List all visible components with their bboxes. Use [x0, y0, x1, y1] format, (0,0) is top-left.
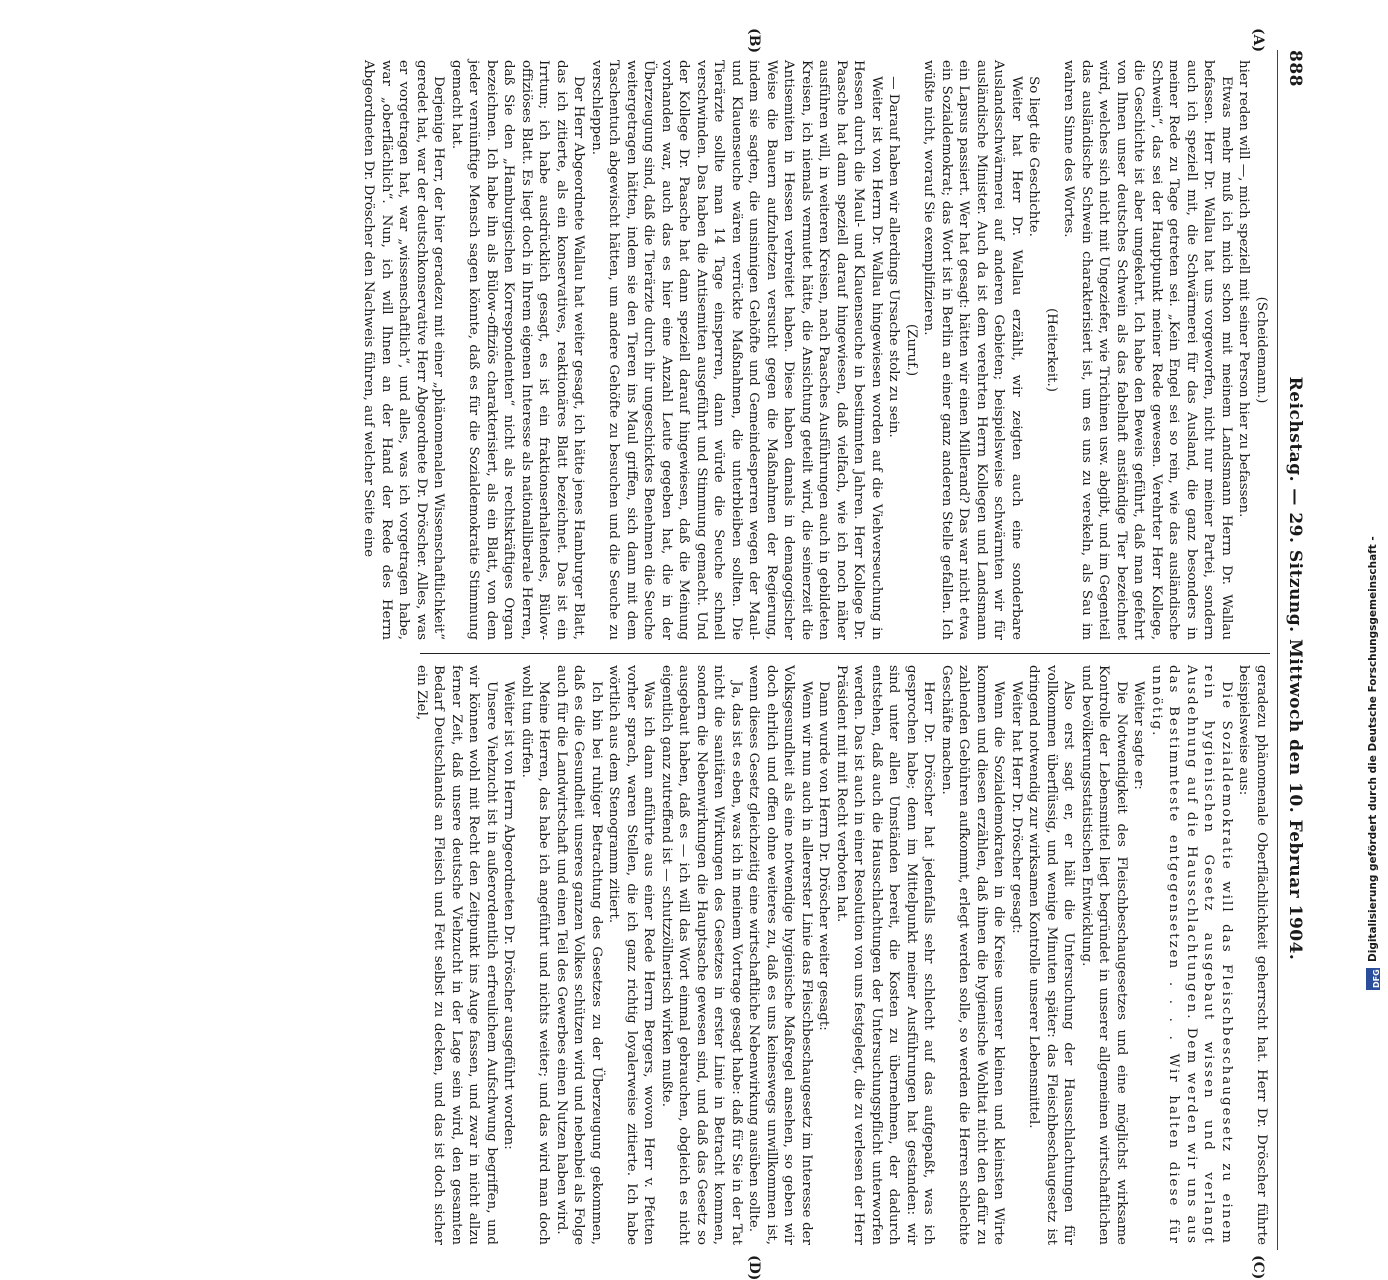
margin-marker-d: (D)	[746, 1255, 762, 1280]
page-number: 888	[1285, 50, 1305, 87]
paragraph: Herr Dr. Dröscher hat jedenfalls sehr schlecht auf das aufgepaßt, was ich gesprochen habe; denn im Mittelpunkt meiner Ausführungen hat gestanden: wir sind unter allen Umständen bereit, die Kosten zu übernehmen, der dadurch entstehen, daß auch die Hausschlachtungen der Untersuchungspflicht unterworfen werden. Das ist auch in einer Resolution von uns festgelegt, die zu verlesen der Herr Präsident mit mit Recht verboten hat.	[834, 665, 937, 1245]
paragraph: Also erst sagt er, er hält die Untersuchung der Hausschlachtungen für vollkommen überflüssig, und wenige Minuten später: das Fleischbeschaugesetz ist dringend notwendig zur wirksamen Kontrolle unserer Lebensmittel.	[1026, 665, 1077, 1245]
quote: Wenn die Sozialdemokraten in die Kreise unserer kleinen und kleinsten Wirte kommen und diesen erzählen, daß ihnen die hygienische Wohltat nicht den dafür zu zahlenden Gebühren aufkommt, erlegt werden solle, so werden die Herren schlechte Geschäfte machen.	[939, 665, 1007, 1245]
paragraph: Dann wurde von Herrn Dr. Dröscher weiter gesagt:	[816, 681, 832, 1031]
interjection: (Zuruf.)	[904, 323, 919, 377]
digitization-credit	[1365, 60, 1381, 990]
paragraph: Etwas mehr muß ich mich schon mit meinem Landsmann Herrn Dr. Wallau befassen. Herr Dr. Wallau hat uns vorgeworfen, nicht nur meiner Partei, sondern auch ich speziell mit, die Schwärmerei für das Ausland, die ganz besonders in meiner Rede zu Tage getreten sei. „Kein Engel sei so rein, wie das ausländische Schwein“, das sei der Hauptpunkt meiner Rede gewesen. Verehrter Herr Kollege, die Geschichte ist aber umgekehrt. Ich habe den Beweis geführt, daß man gefehrt von Ihnen unser deutsches Schwein als das fabelhaft anständige Tier bezeichnet wird, welches sich nicht mit Ungeziefer, wie Trichinen usw. abgibt, und im Gegenteil das ausländische Schwein charakterisiert ist, um es uns zu verekeln, als Sau im wahren Sinne des Wortes.	[1061, 60, 1234, 640]
quote: Wenn wir nun auch in allererster Linie das Fleischbeschaugesetz im Interesse der Volksgesundheit als eine notwendige hygienische Maßregel ansehen, so geben wir doch ehrlich und offen ohne weiteres zu, daß es uns keineswegs unwillkommen ist, wenn dieses Gesetz gleichzeitig eine wirtschaftliche Nebenwirkung ausüben sollte.	[746, 665, 814, 1245]
interjection: (Heiterkeit.)	[1044, 308, 1059, 392]
paragraph: Ja, das ist es eben, was ich in meinem Vortrage gesagt habe: daß für Sie in der Tat nicht die sanitären Wirkungen des Gesetzes in erster Linie in Betracht kommen, sondern die Nebenwirkungen die Hauptsache gewesen sind, und daß das Gesetz so ausgebaut haben, daß es — ich will das Wort einmal gebrauchen, obgleich es nicht eigentlich ganz zutreffend ist — schutzzöllnerisch wirken mußte.	[659, 665, 744, 1245]
paragraph: Was ich dann anführte aus einer Rede Herrn Bergers, wovon Herr v. Pfetten vorher sprach, waren Stellen, die ich ganz richtig loyalerweise zitierte. Ich habe wörtlich aus dem Stenogramm zitiert.	[606, 665, 657, 1245]
paragraph: Weiter hat Herr Dr. Dröscher gesagt:	[1009, 681, 1024, 934]
paragraph: — Darauf haben wir allerdings Ursache stolz zu sein.	[886, 76, 902, 438]
newspaper-page	[50, 28, 1310, 1280]
header-rule	[1277, 50, 1278, 1250]
quote: Unsere Viehzucht ist in außerordentlich erfreulichem Aufschwung begriffen, und wir können wohl mit Recht den Zeitpunkt ins Auge fassen, und zwar in nicht allzu ferner Zeit, daß unsere deutsche Viehzucht in der Lage sein wird, den gesamten Bedarf Deutschlands an Fleisch und Fett selbst zu decken, und das ist doch sicher ein Ziel,	[414, 665, 499, 1245]
margin-marker-b: (B)	[746, 28, 762, 54]
quote: Ich bin bei ruhiger Betrachtung des Gesetzes zu der Überzeugung gekommen, daß es die Gesundheit unseres ganzen Volkes schützen wird und nebenbei als Folge auch für die Landwirtschaft und einen Teil des Gewerbes einen Nutzen haben wird.	[554, 665, 604, 1245]
paragraph: Meine Herren, das habe ich angeführt und nichts weiter; und das wird man doch wohl tun dürfen.	[519, 665, 552, 1245]
speaker-label: (Scheidemann.)	[1254, 296, 1269, 404]
page-title: Reichstag. — 29. Sitzung. Mittwoch den 10. Februar 1904.	[1285, 376, 1305, 961]
paragraph: Weiter ist von Herrn Abgeordneten Dr. Dröscher ausgeführt worden:	[501, 681, 517, 1150]
right-column	[414, 665, 1270, 1245]
credit-text: Digitalisierung gefördert durch die Deutsche Forschungsgemeinschaft -	[1367, 536, 1379, 962]
left-column	[361, 60, 1270, 640]
margin-marker-a: (A)	[1250, 28, 1266, 53]
paragraph: Weiter ist von Herrn Dr. Wallau hingewiesen worden auf die Viehverseuchung in Hessen durch die Maul- und Klauenseuche in bestimmten Jahren. Herr Kollege Dr. Paasche hat dann speziell darauf hingewiesen, daß vielfach, wie ich noch näher ausführen will, in weiteren Kreisen, nach Paasches Ausführungen auch in gebildeten Kreisen, ich niemals vermutet hätte, die Ansichtung geteilt wird, die seinerzeit die Antisemiten in Hessen verbreitet haben. Diese haben damals in demagogischer Weise die Bauern aufzuhetzen versucht gegen die Maßnahmen der Regierung, indem sie sagten, die unsinnigen Gehöfte und Gemeindesperren wegen der Maul- und Klauenseuche wären verrückte Maßnahmen, die unterbleiben sollten. Die Tierärzte sollte man 14 Tage einsperren, dann würde die Seuche schnell verschwinden. Das haben die Antisemiten ausgeführt und Stimmung gemacht. Und der Kollege Dr. Paasche hat dann speziell darauf hingewiesen, daß die Meinung vorhanden war, auch das es hier eine Anzahl Leute gegeben hat, die in der Überzeugung sind, daß die Tierärzte durch ihr ungeschicktes Benehmen die Seuche weitergetragen hätten, indem sie den Tieren ins Maul griffen, sich dann mit dem Taschentuch abgewischt hätten, um andere Gehöfte zu besuchen und die Seuche zu verschleppen.	[589, 60, 884, 640]
paragraph: Derjenige Herr, der hier geradezu mit einer „phänomenalen Wissenschaftlichkeit“ geredet hat, war der deutschkonservative Herr Abgeordnete Dr. Dröscher. Alles, was er vorgetragen hat, war „wissenschaftlich“, und alles, was ich vorgetragen habe, war „oberflächlich“. Nun, ich will Ihnen an der Hand der Rede des Herrn Abgeordneten Dr. Dröscher den Nachweis führen, auf welcher Seite eine	[361, 60, 447, 640]
paragraph: hier reden will —, mich speziell mit seiner Person hier zu befassen.	[1236, 60, 1252, 518]
page-header	[1280, 50, 1310, 1250]
quote: Die Notwendigkeit des Fleischbeschaugesetzes und eine möglichst wirksame Kontrolle der Lebensmittel liegt begründet in unserer allgemeinen wirtschaftlichen und bevölkerungsstatistischen Entwicklung.	[1079, 665, 1129, 1245]
quote: Die Sozialdemokratie will das Fleischbeschaugesetz zu einem rein hygienischen Gesetz ausgebaut wissen und verlangt Ausdehnung auf die Hausschlachtungen. Dem werden wir uns aus das Bestimmteste entgegensetzen . . . . Wir halten diese für unnötig.	[1149, 665, 1234, 1245]
margin-marker-c: (C)	[1250, 1255, 1266, 1280]
dfg-logo-icon: DFG	[1366, 968, 1380, 990]
paragraph: Weiter hat Herr Dr. Wallau erzählt, wir zeigten auch eine sonderbare Auslandsschwärmerei auf anderen Gebieten; beispielsweise schwärmten wir für ausländische Minister. Auch da ist dem verehrten Herrn Kollegen und Landsmann ein Lapsus passiert. Wer hat gesagt: hätten wir einen Millerand? Das war nicht etwa ein Sozialdemokrat; das Wort ist in Berlin an einer ganz anderen Stelle gefallen. Ich wüßte nicht, worauf Sie exemplifizieren.	[921, 60, 1024, 640]
paragraph: Der Herr Abgeordnete Wallau hat weiter gesagt, ich hätte jenes Hamburger Blatt, das ich zitierte, als ein konservatives, reaktionäres Blatt bezeichnet. Das ist ein Irrtum; ich habe ausdrücklich gesagt, es ist ein fraktionserhaltendes, Bülow-offiziöses Blatt. Es liegt doch in Ihrem eigenen Interesse als nationalliberale Herren, daß Sie den „Hamburgischen Korrespondenten“ nicht als rechtskräftiges Organ bezeichnen. Ich habe ihn als Bülow-offiziös charakterisiert, als ein Blatt, von dem jeder vernünftige Mensch sagen könnte, daß es für die Sozialdemokratie Stimmung gemacht hat.	[449, 60, 587, 640]
paragraph: Weiter sagte er:	[1131, 681, 1147, 790]
paragraph: So liegt die Geschichte.	[1026, 76, 1042, 237]
paragraph: geradezu phänomenale Oberflächlichkeit geherrscht hat. Herr Dr. Dröscher führte beispielsweise aus:	[1236, 665, 1269, 1245]
column-divider	[420, 653, 1270, 654]
